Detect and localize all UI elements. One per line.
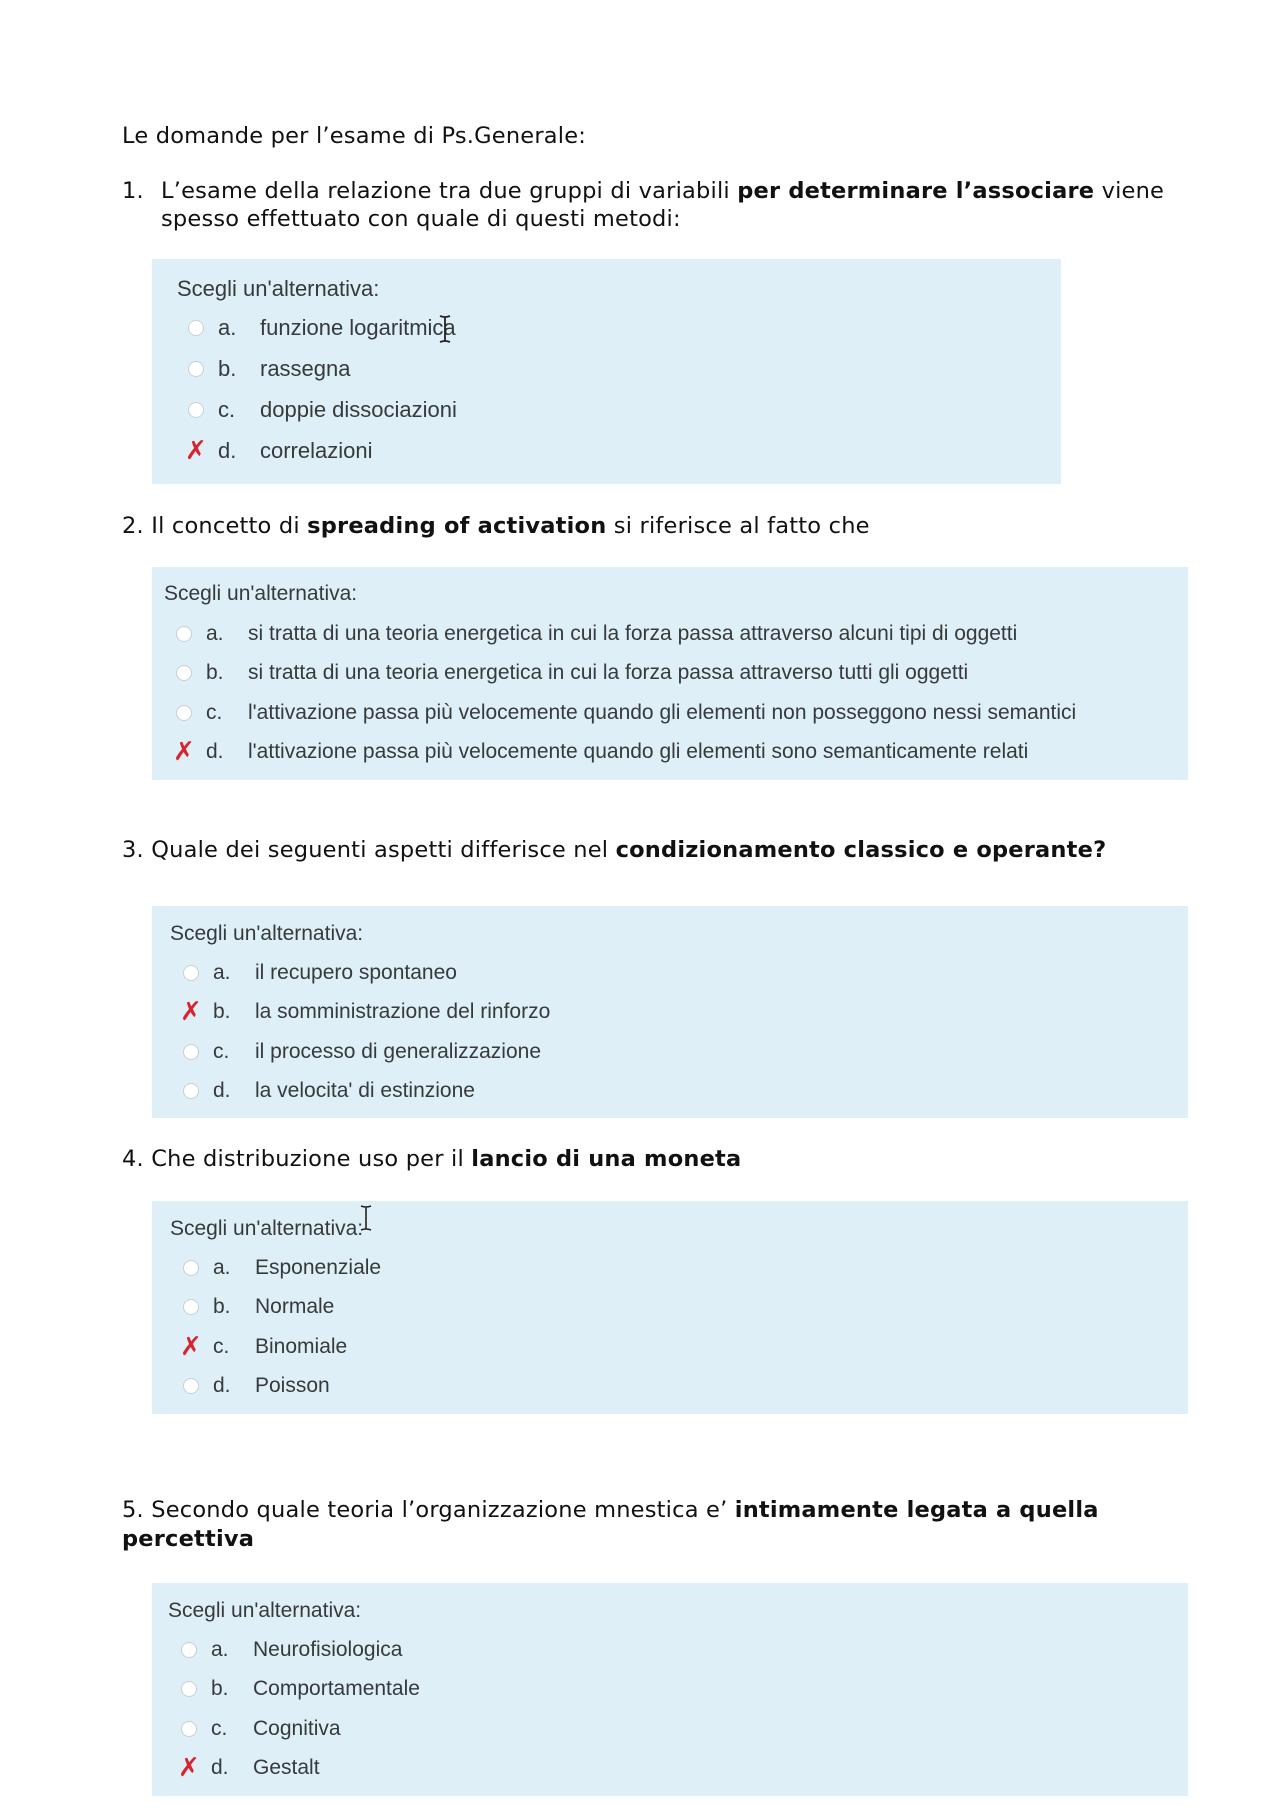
option-label: correlazioni [260, 438, 373, 463]
option-label: rassegna [260, 356, 351, 381]
radio-button[interactable] [188, 402, 204, 418]
question-5-text [122, 1496, 1099, 1524]
option-letter: d. [213, 1079, 231, 1102]
radio-button[interactable] [176, 626, 192, 642]
question-5-text-line2 [122, 1525, 254, 1553]
option-label: Neurofisiologica [253, 1638, 403, 1661]
option-label: il processo di generalizzazione [255, 1040, 541, 1063]
question-5-text-before: Secondo quale teoria l’organizzazione mnestica e’ [151, 1497, 735, 1523]
option-letter: c. [218, 397, 236, 422]
option-label: Esponenziale [255, 1256, 382, 1279]
question-4-answer-box [152, 1201, 1188, 1414]
question-2-text-before: Il concetto di [151, 513, 308, 539]
question-1-text-after: viene [1094, 178, 1165, 204]
question-2-prompt: Scegli un'alternativa: [164, 582, 358, 605]
radio-button[interactable] [183, 1083, 199, 1099]
radio-button[interactable] [176, 665, 192, 681]
option-label: il recupero spontaneo [255, 961, 457, 984]
text-cursor-icon [438, 314, 452, 344]
question-5-text-line2-bold: percettiva [122, 1526, 255, 1552]
option-label: Cognitiva [253, 1717, 341, 1740]
question-3-text-before: Quale dei seguenti aspetti differisce nel [151, 837, 616, 863]
option-letter: a. [213, 1256, 231, 1279]
option-letter: c. [213, 1335, 230, 1358]
question-5-answer-box [152, 1583, 1188, 1796]
option-letter: c. [206, 701, 223, 724]
question-5-text-bold: intimamente legata a quella [734, 1497, 1099, 1523]
option-label: la somministrazione del rinforzo [255, 1000, 551, 1023]
incorrect-x-icon: ✗ [178, 1753, 200, 1783]
radio-button[interactable] [181, 1721, 197, 1737]
question-4-number: 4. [122, 1146, 144, 1172]
radio-button[interactable] [183, 1299, 199, 1315]
option-letter: a. [211, 1638, 229, 1661]
radio-button[interactable] [183, 1378, 199, 1394]
question-2-text-after: si riferisce al fatto che [606, 513, 870, 539]
question-5-prompt: Scegli un'alternativa: [168, 1599, 362, 1622]
question-3-number: 3. [122, 837, 144, 863]
radio-button[interactable] [183, 965, 199, 981]
option-letter: b. [218, 356, 237, 381]
option-letter: a. [206, 622, 224, 645]
option-label: doppie dissociazioni [260, 397, 457, 422]
question-3-text-bold: condizionamento classico e operante? [615, 837, 1107, 863]
question-4-text-bold: lancio di una moneta [471, 1146, 742, 1172]
option-letter: a. [218, 315, 237, 340]
question-3-text [122, 836, 1106, 864]
option-letter: a. [213, 961, 231, 984]
incorrect-x-icon: ✗ [180, 1332, 202, 1362]
option-label: si tratta di una teoria energetica in cui la forza passa attraverso tutti gli oggetti [248, 661, 969, 684]
option-label: Normale [255, 1295, 335, 1318]
radio-button[interactable] [183, 1044, 199, 1060]
radio-button[interactable] [188, 320, 204, 336]
option-label: l'attivazione passa più velocemente quando gli elementi sono semanticamente relati [248, 740, 1029, 763]
question-1-answer-box [152, 259, 1061, 484]
radio-button[interactable] [183, 1260, 199, 1276]
option-label: l'attivazione passa più velocemente quando gli elementi non posseggono nessi semantici [248, 701, 1077, 724]
option-letter: b. [213, 1000, 231, 1023]
question-1-number: 1. [122, 178, 144, 204]
question-4-text-before: Che distribuzione uso per il [151, 1146, 472, 1172]
option-label: la velocita' di estinzione [255, 1079, 475, 1102]
option-letter: b. [213, 1295, 231, 1318]
question-1-text-line2: spesso effettuato con quale di questi metodi: [161, 206, 681, 232]
radio-button[interactable] [176, 705, 192, 721]
incorrect-x-icon: ✗ [180, 997, 202, 1027]
question-2-text [122, 512, 870, 540]
option-letter: d. [218, 438, 237, 463]
question-4-prompt: Scegli un'alternativa: [170, 1217, 364, 1240]
option-label: Poisson [255, 1374, 330, 1397]
option-label: si tratta di una teoria energetica in cui la forza passa attraverso alcuni tipi di oggetti [248, 622, 1018, 645]
question-1-text-before: L’esame della relazione tra due gruppi di variabili [161, 178, 738, 204]
question-3-prompt: Scegli un'alternativa: [170, 922, 364, 945]
question-2-number: 2. [122, 513, 144, 539]
option-letter: c. [211, 1717, 228, 1740]
option-label: Gestalt [253, 1756, 320, 1779]
question-1-prompt: Scegli un'alternativa: [177, 276, 380, 301]
option-label: funzione logaritmica [260, 315, 456, 340]
question-5-number: 5. [122, 1497, 144, 1523]
radio-button[interactable] [181, 1642, 197, 1658]
option-letter: b. [206, 661, 224, 684]
option-letter: d. [206, 740, 224, 763]
text-cursor-icon [360, 1204, 372, 1232]
incorrect-x-icon: ✗ [173, 737, 195, 767]
option-letter: c. [213, 1040, 230, 1063]
incorrect-x-icon: ✗ [185, 436, 207, 466]
question-1-text [161, 177, 1164, 205]
option-letter: b. [211, 1677, 229, 1700]
question-1-text-bold: per determinare l’associare [737, 178, 1095, 204]
document-title: Le domande per l’esame di Ps.Generale: [122, 123, 587, 149]
question-2-answer-box [152, 567, 1188, 780]
radio-button[interactable] [181, 1681, 197, 1697]
option-label: Comportamentale [253, 1677, 420, 1700]
option-letter: d. [213, 1374, 231, 1397]
question-2-text-bold: spreading of activation [307, 513, 607, 539]
question-3-answer-box [152, 906, 1188, 1118]
radio-button[interactable] [188, 361, 204, 377]
option-letter: d. [211, 1756, 229, 1779]
question-4-text [122, 1145, 741, 1173]
option-label: Binomiale [255, 1335, 348, 1358]
